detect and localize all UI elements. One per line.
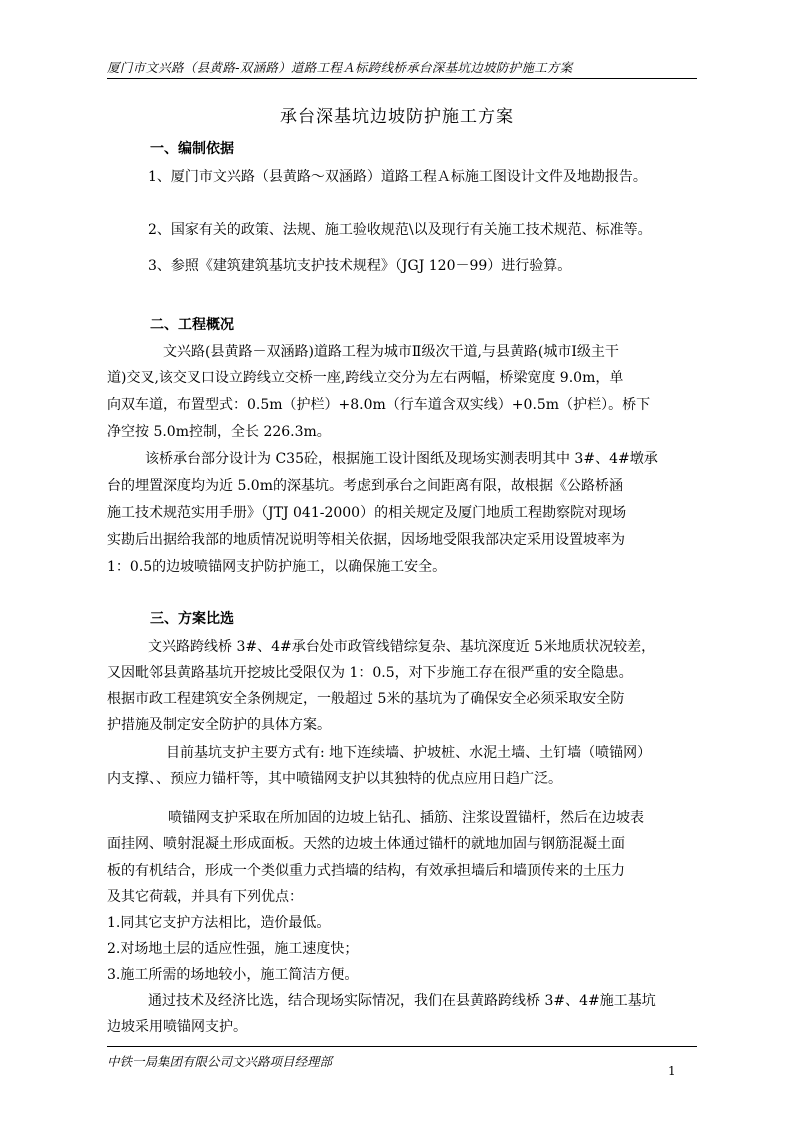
- paragraph-line: 净空按 5.0m控制，全长 226.3m。: [107, 424, 331, 440]
- paragraph-line: 及其它荷载，并具有下列优点：: [107, 889, 303, 905]
- paragraph-line: 根据市政工程建筑安全条例规定，一般超过 5米的基坑为了确保安全必须采取安全防: [107, 691, 625, 707]
- paragraph-line: 通过技术及经济比选，结合现场实际情况，我们在县黄路跨线桥 3#、4#施工基坑: [148, 993, 656, 1009]
- paragraph-line: 喷锚网支护采取在所加固的边坡上钻孔、插筋、注浆设置锚杆，然后在边坡表: [168, 810, 644, 826]
- list-item: 2.对场地土层的适应性强，施工速度快；: [107, 941, 359, 957]
- basis-item-2: 2、国家有关的政策、法规、施工验收规范\以及现行有关施工技术规范、标准等。: [148, 222, 652, 238]
- basis-item-1: 1、厦门市文兴路（县黄路～双涵路）道路工程Ａ标施工图设计文件及地勘报告。: [148, 169, 647, 185]
- section-heading-basis: 一、编制依据: [150, 141, 234, 157]
- header-rule: [107, 78, 697, 79]
- paragraph-line: 施工技术规范实用手册》（JTJ 041-2000）的相关规定及厦门地质工程勘察院对现场: [107, 505, 627, 521]
- paragraph-line: 护措施及制定安全防护的具体方案。: [107, 717, 331, 733]
- paragraph-line: 道)交叉,该交叉口设立跨线立交桥一座,跨线立交分为左右两幅，桥梁宽度 9.0m，单: [107, 370, 624, 386]
- paragraph-line: 板的有机结合，形成一个类似重力式挡墙的结构，有效承担墙后和墙顶传来的土压力: [107, 863, 625, 879]
- paragraph-line: 又因毗邻县黄路基坑开挖坡比受限仅为 1：0.5，对下步施工存在很严重的安全隐患。: [107, 665, 633, 681]
- list-item: 1.同其它支护方法相比，造价最低。: [107, 915, 331, 931]
- paragraph-line: 面挂网、喷射混凝土形成面板。天然的边坡土体通过锚杆的就地加固与钢筋混凝土面: [107, 836, 625, 852]
- document-title: 承台深基坑边坡防护施工方案: [280, 107, 514, 127]
- basis-item-3: 3、参照《建筑建筑基坑支护技术规程》（JGJ 120－99）进行验算。: [148, 258, 572, 274]
- paragraph-line: 内支撑、、预应力锚杆等，其中喷锚网支护以其独特的优点应用日趋广泛。: [107, 771, 562, 787]
- page-number: 1: [668, 1064, 676, 1078]
- footer-rule: [107, 1046, 697, 1047]
- paragraph-line: 1：0.5的边坡喷锚网支护防护施工，以确保施工安全。: [107, 559, 447, 575]
- paragraph-line: 实勘后出据给我部的地质情况说明等相关依据，因场地受限我部决定采用设置坡率为: [107, 532, 625, 548]
- page-header: 厦门市文兴路（县黄路-双涵路）道路工程Ａ标跨线桥承台深基坑边坡防护施工方案: [107, 60, 573, 75]
- paragraph-line: 目前基坑支护主要方式有: 地下连续墙、护坡桩、水泥土墙、土钉墙（喷锚网）: [166, 745, 652, 761]
- section-heading-comparison: 三、方案比选: [150, 611, 234, 627]
- paragraph-line: 文兴路(县黄路－双涵路)道路工程为城市Ⅱ级次干道,与县黄路(城市Ⅰ级主干: [163, 344, 619, 360]
- paragraph-line: 台的埋置深度均为近 5.0m的深基坑。考虑到承台之间距离有限，故根据《公路桥涵: [107, 478, 623, 494]
- page-footer: 中铁一局集团有限公司文兴路项目经理部: [107, 1054, 333, 1069]
- list-item: 3.施工所需的场地较小，施工简洁方便。: [107, 967, 359, 983]
- paragraph-line: 向双车道，布置型式：0.5m（护栏）+8.0m（行车道含双实线）+0.5m（护栏）。桥下: [107, 397, 651, 413]
- paragraph-line: 该桥承台部分设计为 C35砼，根据施工设计图纸及现场实测表明其中 3#、4#墩承: [145, 451, 658, 467]
- section-heading-overview: 二、工程概况: [150, 317, 234, 333]
- paragraph-line: 边坡采用喷锚网支护。: [107, 1019, 247, 1035]
- paragraph-line: 文兴路跨线桥 3#、4#承台处市政管线错综复杂、基坑深度近 5米地质状况较差，: [148, 639, 656, 655]
